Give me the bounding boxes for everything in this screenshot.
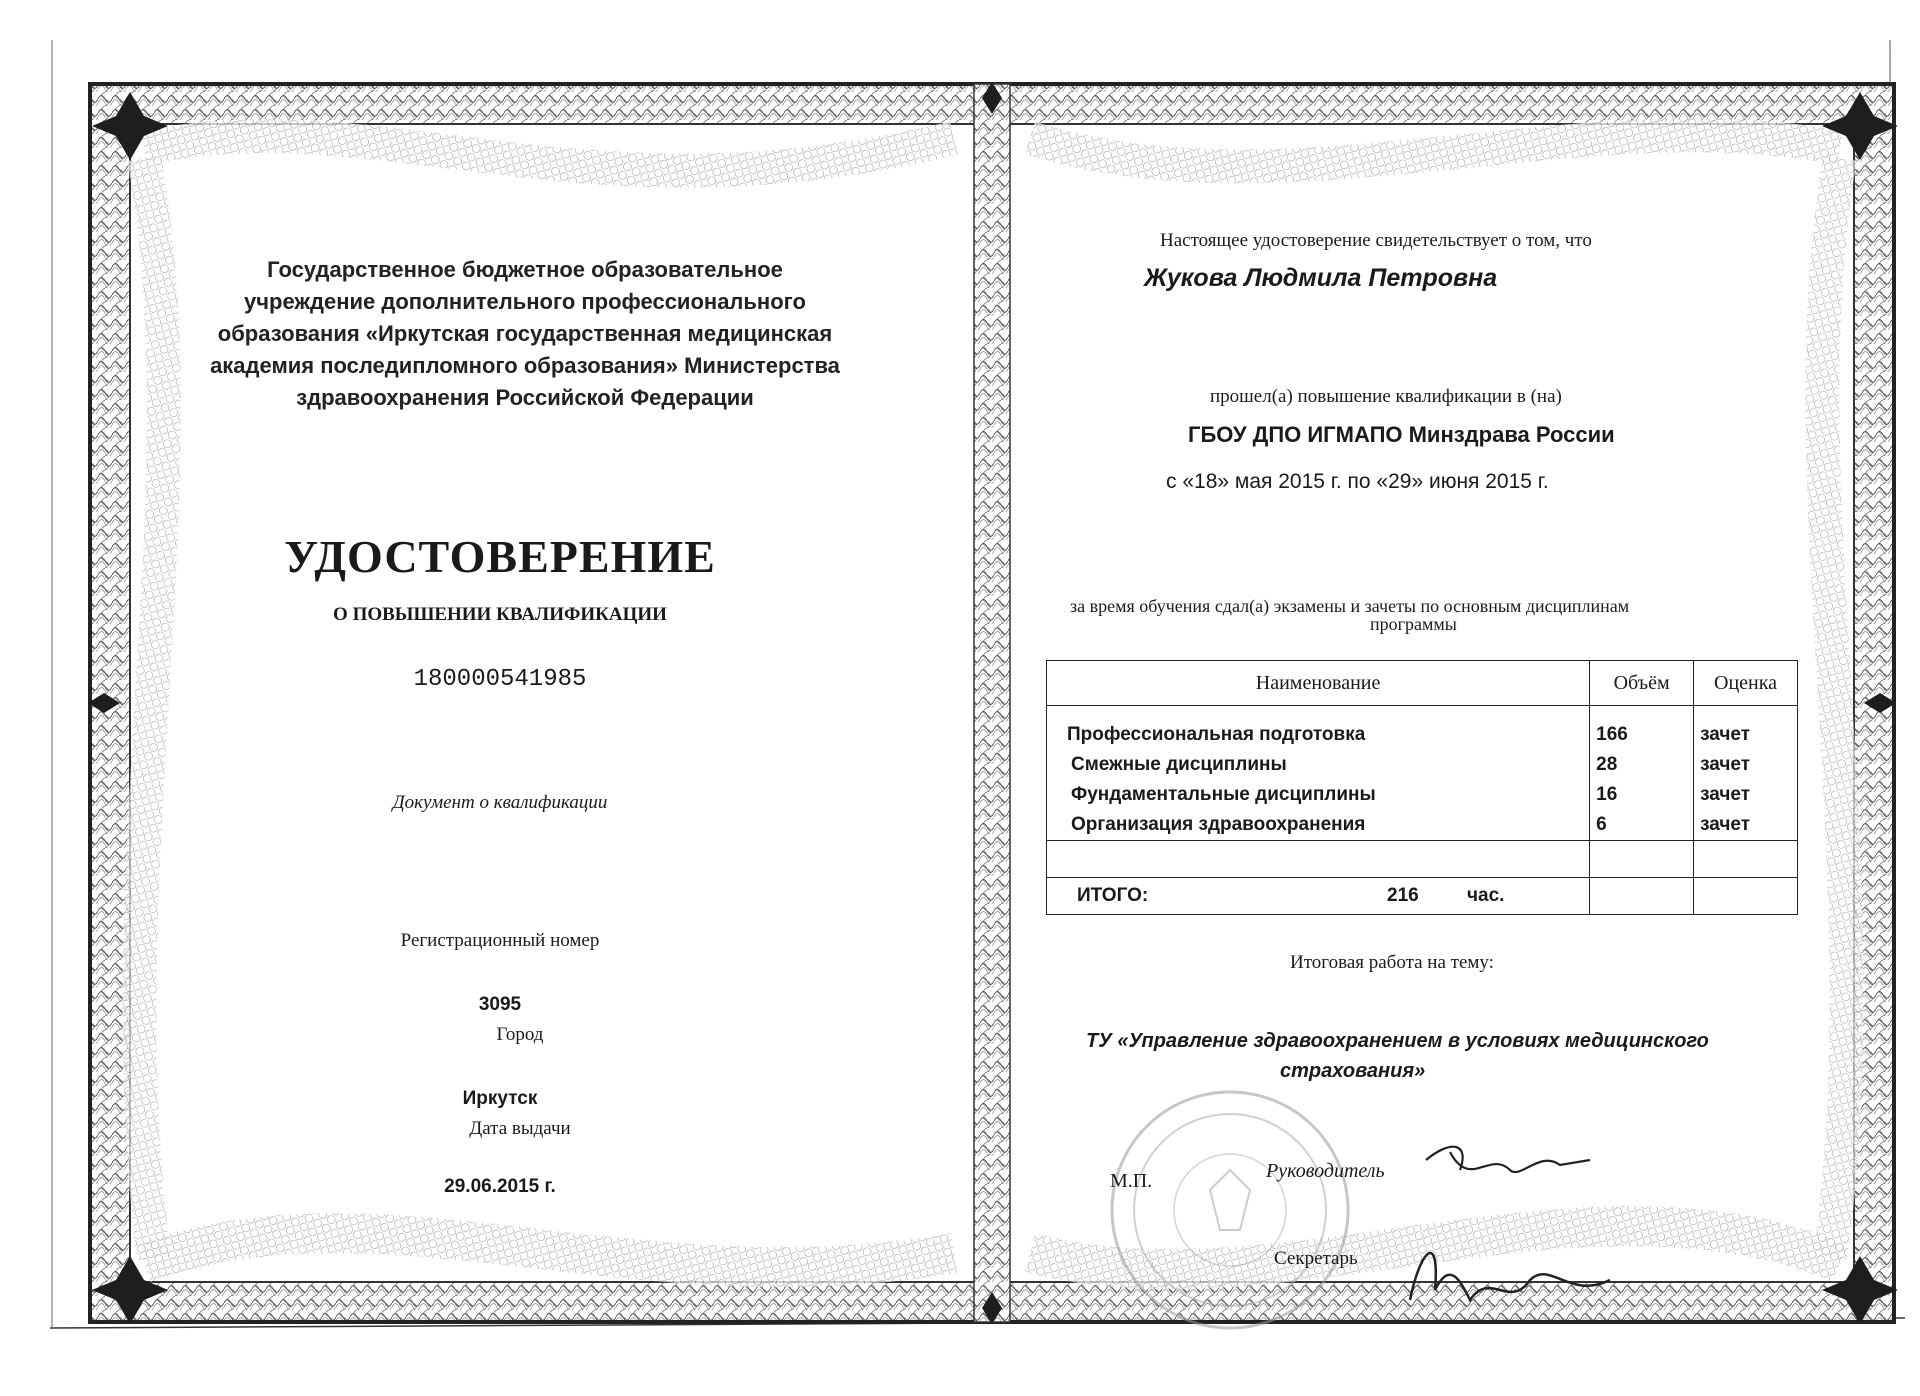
- empty-row: [1047, 840, 1798, 877]
- total-hours: 216: [1387, 884, 1419, 906]
- document-subtitle: О ПОВЫШЕНИИ КВАЛИФИКАЦИИ: [333, 604, 667, 625]
- institution-line: академия последипломного образования» Министерства: [210, 353, 840, 378]
- total-row: [1047, 877, 1798, 914]
- city-label: Город: [496, 1024, 544, 1045]
- stamp-place-label: М.П.: [1110, 1170, 1153, 1192]
- registration-value: 3095: [478, 994, 522, 1015]
- disciplines-table: [1046, 660, 1798, 915]
- table-header: [1047, 661, 1798, 706]
- row-name: Фундаментальные дисциплины: [1047, 780, 1590, 810]
- document-type: Документ о квалификации: [392, 792, 608, 813]
- final-work-label: Итоговая работа на тему:: [1290, 952, 1494, 973]
- table-row: [1047, 720, 1798, 750]
- intro-text: Настоящее удостоверение свидетельствует о том, что: [1160, 230, 1592, 251]
- table-row: [1047, 810, 1798, 841]
- table-row: [1047, 780, 1798, 810]
- final-work-topic-2: страхования»: [1280, 1060, 1426, 1082]
- registration-label: Регистрационный номер: [400, 930, 600, 951]
- row-hours: 16: [1590, 780, 1694, 810]
- row-hours: 166: [1590, 720, 1694, 750]
- table-row: [1047, 750, 1798, 780]
- row-grade: зачет: [1694, 810, 1798, 841]
- row-name: Профессиональная подготовка: [1047, 720, 1590, 750]
- exams-text-2: программы: [1370, 614, 1457, 634]
- secretary-signature: [1400, 1220, 1620, 1320]
- issue-date-value: 29.06.2015 г.: [444, 1176, 556, 1197]
- col-header-grade: Оценка: [1694, 661, 1798, 706]
- organization: ГБОУ ДПО ИГМАПО Минздрава России: [1188, 422, 1615, 447]
- row-grade: зачет: [1694, 780, 1798, 810]
- city-value: Иркутск: [462, 1088, 538, 1109]
- institution-line: Государственное бюджетное образовательное: [267, 257, 783, 282]
- row-name: Организация здравоохранения: [1047, 810, 1590, 841]
- institution-name: [150, 254, 900, 414]
- head-label: Руководитель: [1266, 1160, 1385, 1182]
- person-name: Жукова Людмила Петровна: [1144, 264, 1498, 292]
- row-grade: зачет: [1694, 720, 1798, 750]
- secretary-label: Секретарь: [1274, 1248, 1358, 1269]
- col-header-name: Наименование: [1047, 661, 1590, 706]
- passed-text: прошел(а) повышение квалификации в (на): [1210, 386, 1562, 407]
- round-seal: [1100, 1080, 1360, 1340]
- final-work-topic: ТУ «Управление здравоохранением в условиях медицинского: [1086, 1030, 1709, 1052]
- total-label: ИТОГО:: [1077, 884, 1149, 906]
- institution-line: учреждение дополнительного профессионального: [244, 289, 806, 314]
- document-title: УДОСТОВЕРЕНИЕ: [284, 531, 716, 582]
- institution-line: образования «Иркутская государственная медицинская: [217, 321, 833, 346]
- head-signature: [1420, 1130, 1600, 1200]
- right-page: [1010, 120, 1830, 1320]
- row-hours: 6: [1590, 810, 1694, 841]
- study-period: с «18» мая 2015 г. по «29» июня 2015 г.: [1166, 470, 1549, 493]
- issue-date-label: Дата выдачи: [469, 1118, 571, 1139]
- institution-line: здравоохранения Российской Федерации: [296, 385, 754, 410]
- row-hours: 28: [1590, 750, 1694, 780]
- total-unit: час.: [1467, 884, 1505, 906]
- row-name: Смежные дисциплины: [1047, 750, 1590, 780]
- exams-text: за время обучения сдал(а) экзамены и зачеты по основным дисциплинам: [1070, 596, 1630, 616]
- row-grade: зачет: [1694, 750, 1798, 780]
- spacer-row: [1047, 706, 1798, 720]
- left-page: [150, 120, 900, 1250]
- col-header-hours: Объём: [1590, 661, 1694, 706]
- document-number: 180000541985: [413, 666, 587, 693]
